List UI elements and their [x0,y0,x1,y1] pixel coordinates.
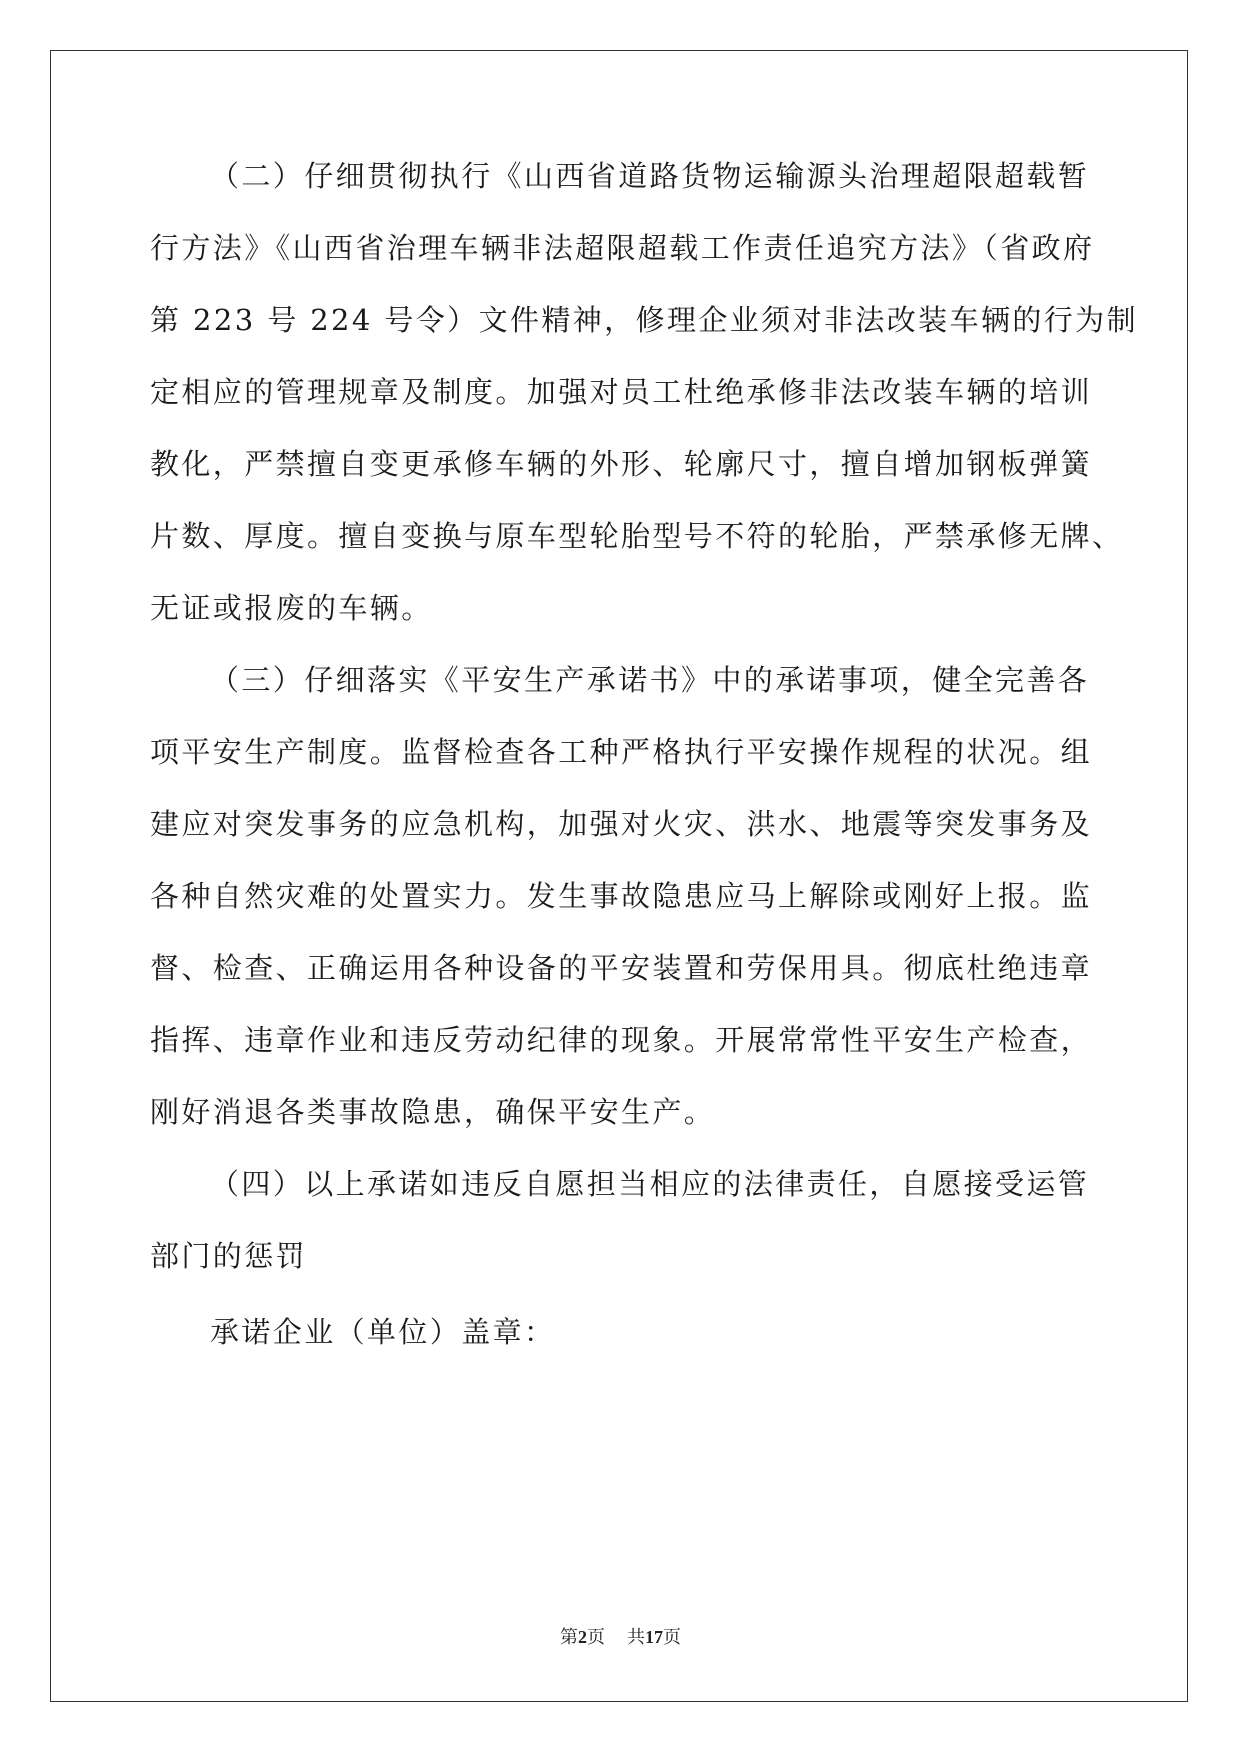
seal-line: 承诺企业（单位）盖章： [210,1315,556,1349]
paragraph-4-line-1: （四）以上承诺如违反自愿担当相应的法律责任，自愿接受运管 [210,1167,1090,1201]
footer-page-suffix: 页 [587,1627,605,1647]
page-footer [0,1625,1241,1649]
footer-total-pages: 17 [645,1627,663,1647]
paragraph-2-line-5: 教化，严禁擅自变更承修车辆的外形、轮廓尺寸，擅自增加钢板弹簧 [150,447,1093,481]
paragraph-2-line-2: 行方法》《山西省治理车辆非法超限超载工作责任追究方法》（省政府 [150,231,1095,265]
paragraph-4-line-2: 部门的惩罚 [150,1239,308,1273]
paragraph-2-line-3: 第 223 号 224 号令）文件精神，修理企业须对非法改装车辆的行为制 [150,303,1138,337]
footer-page-prefix: 第 [560,1627,578,1647]
paragraph-2-line-4: 定相应的管理规章及制度。加强对员工杜绝承修非法改装车辆的培训 [150,375,1093,409]
paragraph-2-line-7: 无证或报废的车辆。 [150,591,433,625]
footer-page-number: 2 [578,1627,587,1647]
paragraph-3-line-3: 建应对突发事务的应急机构，加强对火灾、洪水、地震等突发事务及 [150,807,1093,841]
paragraph-3-line-6: 指挥、违章作业和违反劳动纪律的现象。开展常常性平安生产检查， [150,1023,1093,1057]
paragraph-3-line-4: 各种自然灾难的处置实力。发生事故隐患应马上解除或刚好上报。监 [150,879,1093,913]
paragraph-3-line-2: 项平安生产制度。监督检查各工种严格执行平安操作规程的状况。组 [150,735,1093,769]
footer-total-prefix: 共 [627,1627,645,1647]
paragraph-3-line-7: 刚好消退各类事故隐患，确保平安生产。 [150,1095,716,1129]
paragraph-3-line-1: （三）仔细落实《平安生产承诺书》中的承诺事项，健全完善各 [210,663,1090,697]
paragraph-3-line-5: 督、检查、正确运用各种设备的平安装置和劳保用具。彻底杜绝违章 [150,951,1093,985]
footer-total-suffix: 页 [663,1627,681,1647]
paragraph-2-line-1: （二）仔细贯彻执行《山西省道路货物运输源头治理超限超载暂 [210,159,1090,193]
paragraph-2-line-6: 片数、厚度。擅自变换与原车型轮胎型号不符的轮胎，严禁承修无牌、 [150,519,1124,553]
